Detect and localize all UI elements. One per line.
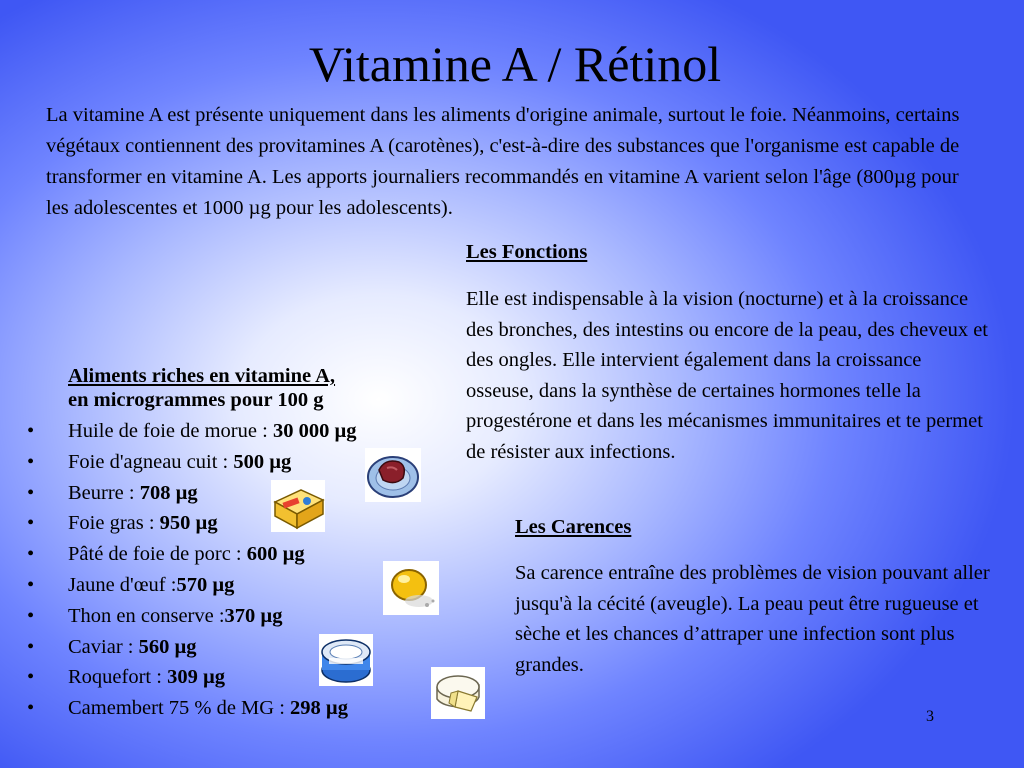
butter-package-icon	[271, 480, 325, 532]
food-value: 708 µg	[139, 481, 198, 504]
bullet: •	[27, 481, 35, 504]
food-value: 500 µg	[233, 450, 292, 473]
bullet: •	[27, 666, 35, 689]
food-label: Pâté de foie de porc :	[68, 543, 247, 566]
slide-title: Vitamine A / Rétinol	[308, 36, 722, 92]
food-value: 309 µg	[167, 666, 226, 689]
bullet: •	[27, 543, 35, 566]
food-value: 298 µg	[290, 697, 348, 720]
foods-heading-line2: en microgrammes pour 100 g	[68, 389, 324, 411]
list-item	[27, 447, 357, 478]
food-label: Jaune d'œuf :	[68, 573, 177, 596]
list-item	[27, 693, 357, 724]
bullet: •	[27, 573, 35, 596]
deficiency-text: Sa carence entraîne des problèmes de vision pouvant aller jusqu'à la cécité (aveugle). La peau peut être rugueuse et sèche et les chances d’attraper une infection sont plus grandes.	[515, 562, 990, 676]
food-label: Huile de foie de morue :	[68, 420, 273, 442]
food-label: Beurre :	[68, 481, 140, 504]
food-value: 600 µg	[246, 543, 305, 566]
camembert-icon	[431, 667, 485, 719]
list-item	[27, 601, 357, 632]
bullet: •	[27, 604, 35, 627]
bullet: •	[27, 697, 35, 720]
functions-text: Elle est indispensable à la vision (nocturne) et à la croissance des bronches, des intestins ou encore de la peau, des cheveux et des ongles. Elle intervient également dans la croissance osseuse, dans la synthèse de certaines hormones telle la progestérone et dans les mécanismes immunitaires et te permet de résister aux infections.	[466, 288, 988, 463]
intro-paragraph: La vitamine A est présente uniquement dans les aliments d'origine animale, surtout le foie. Néanmoins, certains végétaux contiennent des provitamines A (carotènes), c'est-à-dire des substances que l'organisme est capable de transformer en vitamine A. Les apports journaliers recommandés en vitamine A varient selon l'âge (800µg pour les adolescentes et 1000 µg pour les adolescents).	[46, 104, 960, 219]
food-label: Caviar :	[68, 635, 139, 658]
deficiency-heading: Les Carences	[515, 516, 632, 538]
food-value: 560 µg	[138, 635, 197, 658]
egg-yolk-icon	[383, 561, 439, 615]
food-value: 950 µg	[159, 512, 218, 535]
list-item	[27, 570, 357, 601]
food-label: Foie gras :	[68, 512, 160, 535]
functions-heading: Les Fonctions	[466, 241, 588, 263]
page-number: 3	[926, 708, 934, 725]
food-value: 370 µg	[224, 604, 283, 627]
bullet: •	[27, 512, 35, 535]
tuna-can-icon	[319, 634, 373, 686]
meat-plate-icon	[365, 448, 421, 502]
food-label: Thon en conserve :	[68, 604, 225, 627]
food-value: 30 000 µg	[272, 420, 357, 442]
foods-list	[27, 416, 357, 724]
bullet: •	[27, 420, 35, 442]
food-value: 570 µg	[176, 573, 235, 596]
list-item	[27, 632, 357, 663]
food-label: Roquefort :	[68, 666, 168, 689]
foods-heading-line1: Aliments riches en vitamine A,	[68, 365, 336, 387]
food-label: Foie d'agneau cuit :	[68, 450, 234, 473]
food-label: Camembert 75 % de MG :	[68, 697, 291, 720]
bullet: •	[27, 450, 35, 473]
list-item	[27, 539, 357, 570]
foods-heading	[68, 364, 448, 412]
list-item	[27, 662, 357, 693]
bullet: •	[27, 635, 35, 658]
list-item	[27, 416, 357, 447]
